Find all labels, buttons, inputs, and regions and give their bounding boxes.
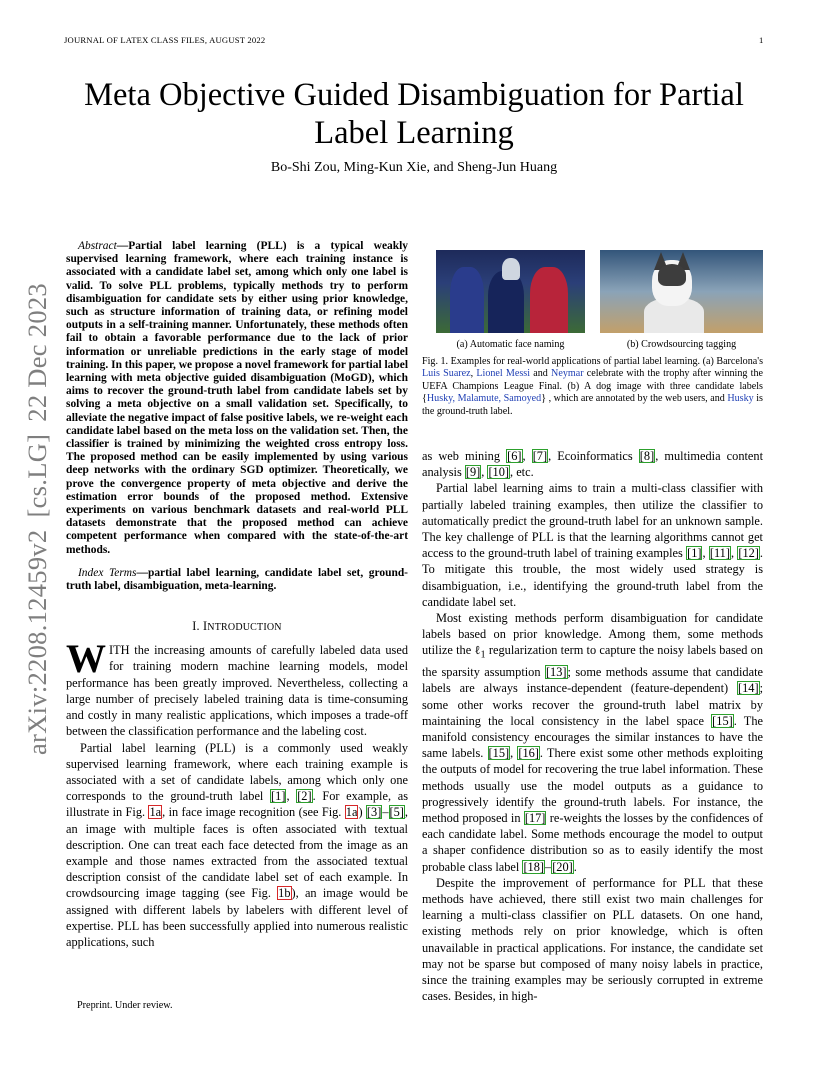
citation-link[interactable]: [12] — [738, 546, 759, 561]
citation-link[interactable]: [8] — [639, 449, 655, 463]
footer-note: Preprint. Under review. — [77, 1000, 173, 1011]
subcaption-a: (a) Automatic face naming — [456, 339, 565, 350]
citation-link[interactable]: [16] — [518, 746, 539, 761]
citation-link[interactable]: [20] — [552, 859, 573, 874]
arxiv-id: arXiv:2208.12459v2 — [22, 529, 52, 755]
citation-link[interactable]: [18] — [523, 859, 545, 874]
right-paragraph-2: Most existing methods perform disambiguation for candidate labels based on prior knowledge. Among them, some methods utilize the ℓ$_1$ regularization term to capture the noisy labels based on the sparsity assumption [13]; some methods assume that candidate labels are always instance-dependent (feature-dependent) [14]; some other works recover the ground-truth label matrix by maintaining the local consistency in the label space [15]. The manifold consistency encourages the similar instances to have the same labels. [15], [16]. There exist some other methods exploiting the outputs of model for recovering the true label information. These methods usually use the model outputs as a guidance to progressively identify the ground-truth labels. For instance, the method proposed in [17] re-weights the losses by the confidences of each candidate label. Some methods encourage the model to output a shaper confidence distribution so as to easily identify the most probable class label [18]–[20]. — [422, 611, 764, 874]
citation-link[interactable]: [17] — [524, 810, 546, 825]
citation-link[interactable]: [5] — [389, 805, 404, 820]
citation-link[interactable]: [3] — [366, 805, 382, 820]
right-column — [422, 448, 763, 1004]
citation-link[interactable]: [15] — [712, 713, 733, 728]
dropcap: W — [66, 636, 106, 682]
figure-link[interactable]: 1b — [278, 886, 291, 901]
intro-paragraph-2: Partial label learning (PLL) is a commonly used weakly supervised learning framework, where each training example is associated with a set of candidate labels, among which only one corresponds to the ground-truth label [1], [2]. For example, as illustrate in Fig. 1a, in face image recognition (see Fig. 1a) [3]–[5], an image with multiple faces is often associated with textual description. One can treat each face detected from the image as an example and those names extracted from the associated textual description consist of the candidate label set of each example. In crowdsourcing image tagging (see Fig. 1b), an image would be assigned with different labels by labelers with different level of expertise. PLL has been successfully applied into numerous realistic applications, such — [66, 740, 408, 949]
citation-link[interactable]: [11] — [709, 546, 730, 561]
citation-link[interactable]: [2] — [297, 789, 312, 804]
figure-caption: Fig. 1. Examples for real-world applications of partial label learning. (a) Barcelona's Luis Suarez, Lionel Messi and Neymar celebrate with the trophy after winning the UEFA Champions League Final. (b) A dog image with three candidate labels {Husky, Malamute, Samoyed} , which are annotated by the web users, and Husky is the ground-truth label. — [422, 356, 763, 417]
citation-link[interactable]: [13] — [545, 665, 567, 680]
arxiv-category: [cs.LG] — [22, 433, 52, 518]
index-terms-lead: Index Terms — [78, 566, 137, 579]
abstract — [66, 240, 408, 557]
citation-link[interactable]: [1] — [271, 789, 286, 804]
running-header: JOURNAL OF LATEX CLASS FILES, AUGUST 2022 — [64, 35, 266, 45]
paper-title: Meta Objective Guided Disambiguation for Partial Label Learning — [84, 77, 744, 151]
citation-link[interactable]: [14] — [737, 681, 759, 696]
figure-link[interactable]: 1a — [345, 805, 358, 820]
citation-link[interactable]: [6] — [507, 449, 522, 463]
dog-photo — [600, 250, 763, 333]
citation-link[interactable]: [15] — [488, 746, 510, 761]
citation-link[interactable]: [9] — [465, 465, 481, 480]
abstract-text: —Partial label learning (PLL) is a typical weakly supervised learning framework, where each training instance is associated with a candidate label set, among which only one label is valid. To solve PLL problems, typically methods try to perform disambiguation for candidate sets by either using prior knowledge, such as structure information of training data, or refining model outputs in a self-training manner. Unfortunately, these methods often fail to obtain a favorable performance due to the lack of prior information or unreliable predictions in the early stage of model training. In this paper, we propose a novel framework for partial label learning with meta objective guided disambiguation (MoGD), which aims to recover the ground-truth label from candidate labels set by solving a meta objective on a small validation set. Specifically, to alleviate the negative impact of false positive labels, we re-weight each candidate label based on the meta loss on the validation set. Then, the classifier is trained by minimizing the weighted cross entropy loss. The proposed method can be easily implemented by using various deep networks with the ordinary SGD optimizer. Theoretically, we prove the convergence property of meta objective and derive the estimation error bounds of the proposed method. Extensive experiments on various benchmark datasets and real-world PLL datasets demonstrate that the proposed method can achieve competent performance when compared with the state-of-the-art methods. — [66, 240, 408, 556]
section-heading-introduction: I. INTRODUCTION — [192, 619, 282, 634]
face-naming-photo — [436, 250, 585, 333]
paper-authors: Bo-Shi Zou, Ming-Kun Xie, and Sheng-Jun Huang — [270, 160, 558, 175]
link-luis-suarez[interactable]: Luis Suarez — [422, 368, 471, 380]
right-paragraph-3: Despite the improvement of performance for PLL that these methods have achieved, there still exist two main challenges for learning a multi-class classifier on PLL datasets. On one hand, existing methods rely on prior knowledge, which is often unavailable in practical applications. For instance, the candidate set may not be sparse but composed of many noisy labels in practice, since the training examples may be seriously corrupted in extreme cases. Besides, in high- — [422, 875, 763, 1004]
abstract-lead: Abstract — [78, 240, 117, 252]
index-terms — [66, 567, 408, 593]
citation-link[interactable]: [1] — [687, 546, 702, 561]
right-paragraph-0: as web mining [6], [7], Ecoinformatics [8], multimedia content analysis [9], [10], etc. — [422, 449, 764, 480]
left-column — [66, 240, 408, 950]
link-lionel-messi[interactable]: Lionel Messi — [476, 368, 531, 380]
link-husky[interactable]: Husky — [727, 393, 754, 405]
page-number: 1 — [759, 35, 764, 45]
index-terms-text: —partial label learning, candidate label set, ground-truth label, disambiguation, meta-learning. — [66, 566, 408, 593]
link-neymar[interactable]: Neymar — [551, 368, 584, 380]
figure-link[interactable]: 1a — [149, 805, 162, 820]
arxiv-stamp — [22, 285, 52, 755]
arxiv-date: 22 Dec 2023 — [22, 283, 52, 422]
subcaption-b: (b) Crowdsourcing tagging — [626, 339, 737, 350]
right-paragraph-1: Partial label learning aims to train a multi-class classifier with partially labeled training examples, then utilize the classifier to automatically predict the ground-truth label for an unknown sample. The key challenge of PLL is that the learning algorithms cannot get access to the ground-truth label of training examples [1], [11], [12]. To mitigate this trouble, the most widely used strategy is disambiguation, i.e., identifying the ground-truth label from the candidate label set. — [422, 481, 764, 609]
citation-link[interactable]: [7] — [532, 449, 548, 463]
candidate-labels: Husky, Malamute, Samoyed — [426, 393, 542, 405]
intro-paragraph-1: WITH the increasing amounts of carefully labeled data used for training modern machine learning models, model performance has been greatly improved. Nevertheless, collecting a large number of precisely labeled training data is time-consuming and costly in many realistic applications, which imposes a trade-off between the classification performance and the labeling cost. — [66, 636, 408, 739]
citation-link[interactable]: [10] — [488, 465, 510, 480]
